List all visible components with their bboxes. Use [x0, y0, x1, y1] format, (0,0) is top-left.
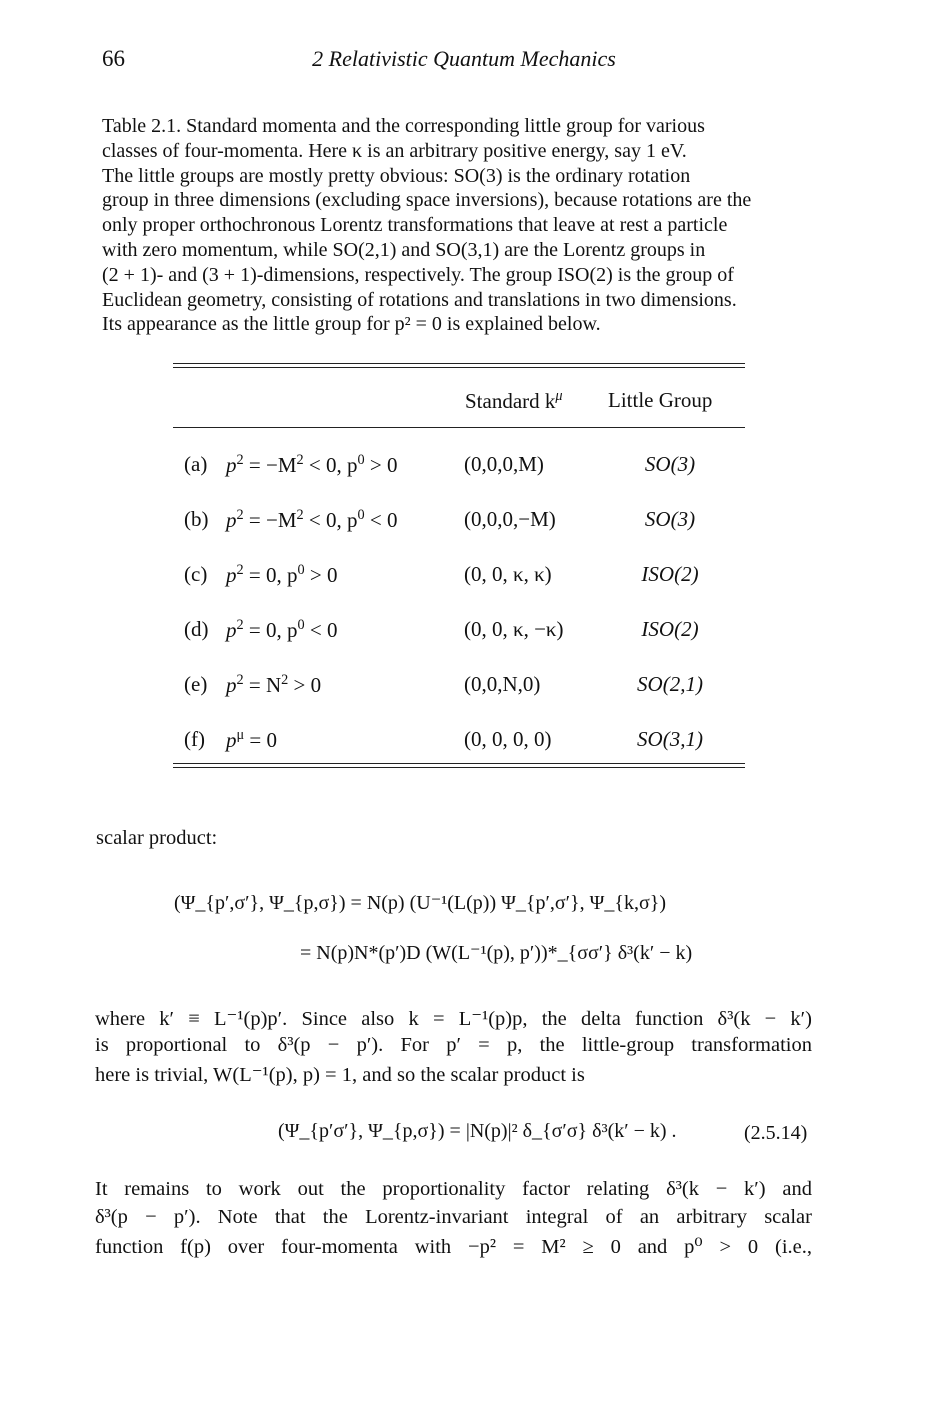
running-title: 2 Relativistic Quantum Mechanics	[312, 46, 616, 71]
row-little-group: SO(2,1)	[637, 672, 703, 696]
column-header-little-group: Little Group	[608, 388, 713, 412]
paragraph-line: where k′ ≡ L⁻¹(p)p′. Since also k = L⁻¹(p)p, the delta function δ³(k − k′)	[95, 1008, 812, 1030]
caption-line: Table 2.1. Standard momenta and the corresponding little group for various	[102, 115, 705, 137]
caption-line: Its appearance as the little group for p² = 0 is explained below.	[102, 313, 601, 336]
row-condition: $p^2 = -M^2 < 0$, $p^0 > 0$	[226, 452, 398, 477]
paragraph-line: is proportional to δ³(p − p′). For p′ = p, the little-group transformation	[95, 1034, 812, 1056]
row-condition: $p^2 = 0$, $p^0 > 0$	[226, 562, 338, 587]
row-label: (f)	[184, 727, 205, 751]
caption-line: group in three dimensions (excluding space inversions), because rotations are the	[102, 189, 752, 212]
table-bottom-rule	[173, 763, 745, 764]
row-condition: $p^2 = N^2 > 0$	[226, 672, 322, 697]
caption-line: The little groups are mostly pretty obvious: SO(3) is the ordinary rotation	[102, 164, 691, 187]
row-standard-momentum: (0, 0, κ, −κ)	[464, 617, 564, 641]
row-standard-momentum: (0, 0, 0, 0)	[464, 727, 552, 751]
row-little-group: SO(3,1)	[637, 727, 703, 751]
row-condition: $p^2 = -M^2 < 0$, $p^0 < 0$	[226, 507, 398, 532]
table-top-rule	[173, 367, 745, 368]
lead-text: scalar product:	[96, 827, 218, 849]
row-little-group: ISO(2)	[641, 617, 699, 641]
row-label: (b)	[184, 507, 209, 531]
equation-2-5-14: (Ψ_{p′σ′}, Ψ_{p,σ}) = |N(p)|² δ_{σ′σ} δ³(k′ − k) .	[278, 1120, 677, 1142]
row-little-group: SO(3)	[644, 507, 696, 531]
paragraph-line: It remains to work out the proportionality factor relating δ³(k − k′) and	[95, 1178, 812, 1200]
caption-line: only proper orthochronous Lorentz transformations that leave at rest a particle	[102, 214, 728, 237]
row-little-group: SO(3)	[644, 452, 696, 476]
row-label: (e)	[184, 672, 208, 696]
column-header-momentum: Standard $k^\mu$	[465, 388, 563, 413]
paragraph-line: function f(p) over four-momenta with −p² = M² ≥ 0 and p⁰ > 0 (i.e.,	[95, 1236, 812, 1258]
page-number: 66	[102, 46, 125, 71]
table-top-rule	[173, 363, 745, 364]
paragraph-line: here is trivial, W(L⁻¹(p), p) = 1, and so the scalar product is	[95, 1064, 585, 1086]
row-little-group: ISO(2)	[641, 562, 699, 586]
row-condition: $p^\mu = 0$	[226, 727, 277, 752]
equation-line: = N(p)N*(p′)D (W(L⁻¹(p), p′))*_{σσ′} δ³(k′ − k)	[300, 942, 693, 964]
row-label: (c)	[184, 562, 208, 586]
equation-line: (Ψ_{p′,σ′}, Ψ_{p,σ}) = N(p) (U⁻¹(L(p)) Ψ_{p′,σ′}, Ψ_{k,σ})	[174, 892, 666, 914]
row-standard-momentum: (0, 0, κ, κ)	[464, 562, 552, 586]
table-header-rule	[173, 427, 745, 428]
table-caption	[102, 114, 822, 337]
caption-line: with zero momentum, while SO(2,1) and SO(3,1) are the Lorentz groups in	[102, 238, 706, 261]
equation-number: (2.5.14)	[744, 1122, 808, 1144]
table-bottom-rule	[173, 767, 745, 768]
row-standard-momentum: (0,0,0,M)	[464, 452, 544, 476]
row-standard-momentum: (0,0,0,−M)	[464, 507, 556, 531]
row-condition: $p^2 = 0$, $p^0 < 0$	[226, 617, 338, 642]
caption-line: (2 + 1)- and (3 + 1)-dimensions, respectively. The group ISO(2) is the group of	[102, 263, 734, 286]
caption-line: Euclidean geometry, consisting of rotations and translations in two dimensions.	[102, 288, 737, 311]
row-label: (a)	[184, 452, 208, 476]
row-label: (d)	[184, 617, 209, 641]
paragraph-line: δ³(p − p′). Note that the Lorentz-invariant integral of an arbitrary scalar	[95, 1206, 812, 1228]
caption-line: classes of four-momenta. Here κ is an arbitrary positive energy, say 1 eV.	[102, 139, 687, 162]
row-standard-momentum: (0,0,N,0)	[464, 672, 541, 696]
